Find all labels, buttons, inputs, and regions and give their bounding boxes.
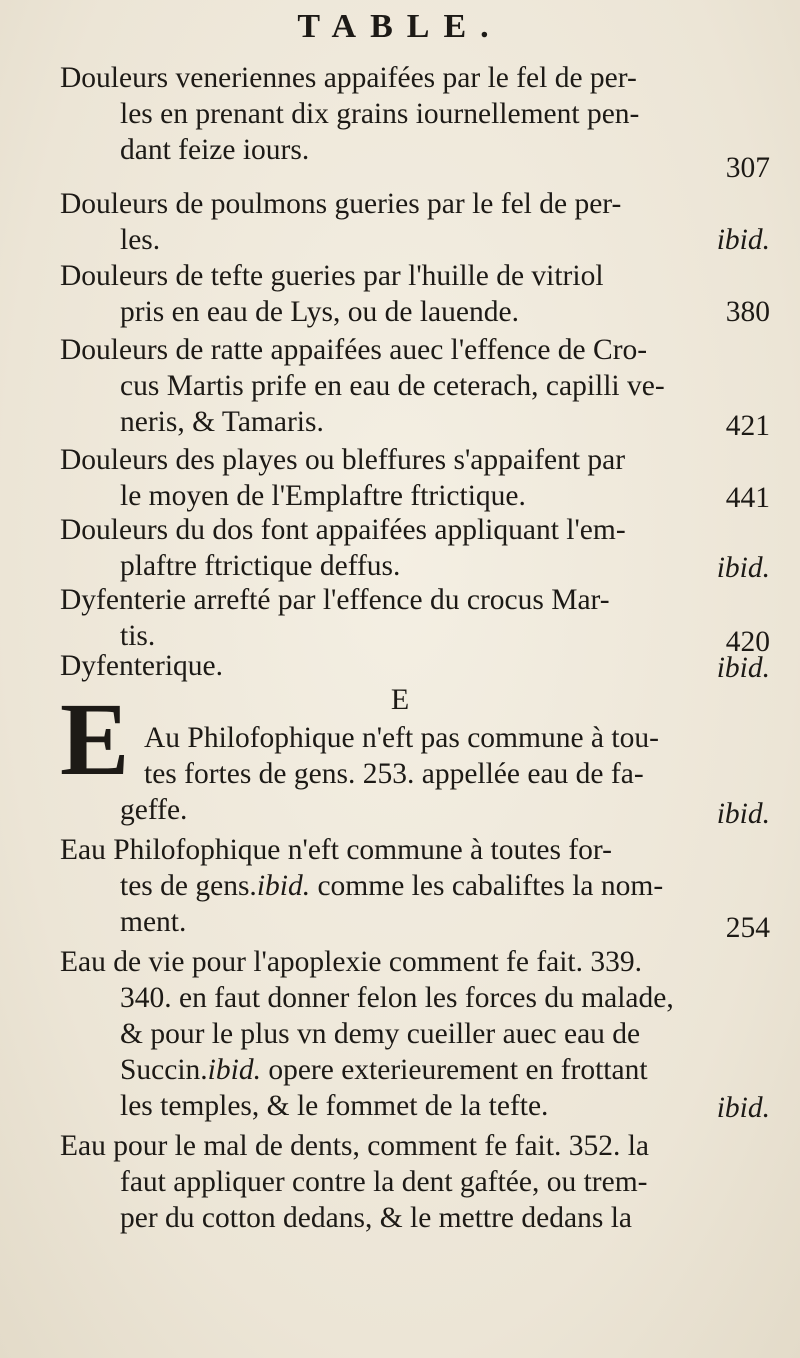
entry-line: Eau de vie pour l'apoplexie comment fe fait. 339. xyxy=(60,946,643,978)
entry-line: Douleurs des playes ou bleffures s'appaifent par xyxy=(60,444,626,476)
drop-cap: E xyxy=(60,682,130,797)
entry-line: neris, & Tamaris. xyxy=(120,406,324,438)
text-segment: tes de gens. xyxy=(120,870,257,902)
entry-line: Au Philofophique n'eft pas commune à tou- xyxy=(144,722,659,754)
entry-line: le moyen de l'Emplaftre ftrictique. xyxy=(120,480,526,512)
text-segment: opere exterieurement en frottant xyxy=(260,1054,648,1086)
entry-line: dant feize iours. xyxy=(120,134,310,166)
page-reference: 420 xyxy=(725,626,770,658)
entry-line: geffe. xyxy=(120,794,188,826)
page-reference: 380 xyxy=(725,296,770,328)
entry-line xyxy=(120,1052,648,1088)
page-reference: ibid. xyxy=(716,1092,770,1124)
page-reference: 441 xyxy=(725,482,770,514)
entry-line: Dyfenterie arrefté par l'effence du crocus Mar- xyxy=(60,584,610,616)
entry-line: ment. xyxy=(120,906,187,938)
entry-line: faut appliquer contre la dent gaftée, ou trem- xyxy=(120,1166,648,1198)
page-reference: 421 xyxy=(725,410,770,442)
entry-line: Douleurs du dos font appaifées appliquant l'em- xyxy=(60,514,626,546)
page-reference: ibid. xyxy=(716,652,770,684)
entry-line: plaftre ftrictique deffus. xyxy=(120,550,401,582)
entry-line: 340. en faut donner felon les forces du malade, xyxy=(120,982,674,1014)
entry-line: tes fortes de gens. 253. appellée eau de fa- xyxy=(144,758,644,790)
entry-line: Dyfenterique. xyxy=(60,650,223,682)
entry-line: les en prenant dix grains iournellement pen- xyxy=(120,98,640,130)
entry-line: Douleurs de tefte gueries par l'huille de vitriol xyxy=(60,260,604,292)
entry-line: pris en eau de Lys, ou de lauende. xyxy=(120,296,519,328)
entry-line xyxy=(120,868,663,904)
page-reference: ibid. xyxy=(716,798,770,830)
section-heading: E xyxy=(390,683,410,716)
entry-line: per du cotton dedans, & le mettre dedans la xyxy=(120,1202,632,1234)
entry-line: Eau Philofophique n'eft commune à toutes for- xyxy=(60,834,612,866)
page-reference: ibid. xyxy=(716,552,770,584)
entry-line: les. xyxy=(120,224,161,256)
page-reference: ibid. xyxy=(716,224,770,256)
page-reference: 307 xyxy=(725,152,770,184)
entry-line: Douleurs de ratte appaifées auec l'effence de Cro- xyxy=(60,334,648,366)
page-reference: 254 xyxy=(725,912,770,944)
text-segment: ibid. xyxy=(207,1054,261,1086)
entry-line: cus Martis prife en eau de ceterach, capilli ve- xyxy=(120,370,665,402)
entry-line: Douleurs de poulmons gueries par le fel de per- xyxy=(60,188,622,220)
entry-line: & pour le plus vn demy cueiller auec eau de xyxy=(120,1018,641,1050)
entry-line: Eau pour le mal de dents, comment fe fait. 352. la xyxy=(60,1130,649,1162)
entry-line: Douleurs veneriennes appaifées par le fel de per- xyxy=(60,62,637,94)
entry-line: tis. xyxy=(120,620,156,652)
text-segment: Succin. xyxy=(120,1054,208,1086)
entry-line: les temples, & le fommet de la tefte. xyxy=(120,1090,549,1122)
page-header: TABLE. xyxy=(297,8,503,45)
text-segment: ibid. xyxy=(256,870,311,902)
text-segment: comme les cabaliftes la nom- xyxy=(310,870,664,902)
